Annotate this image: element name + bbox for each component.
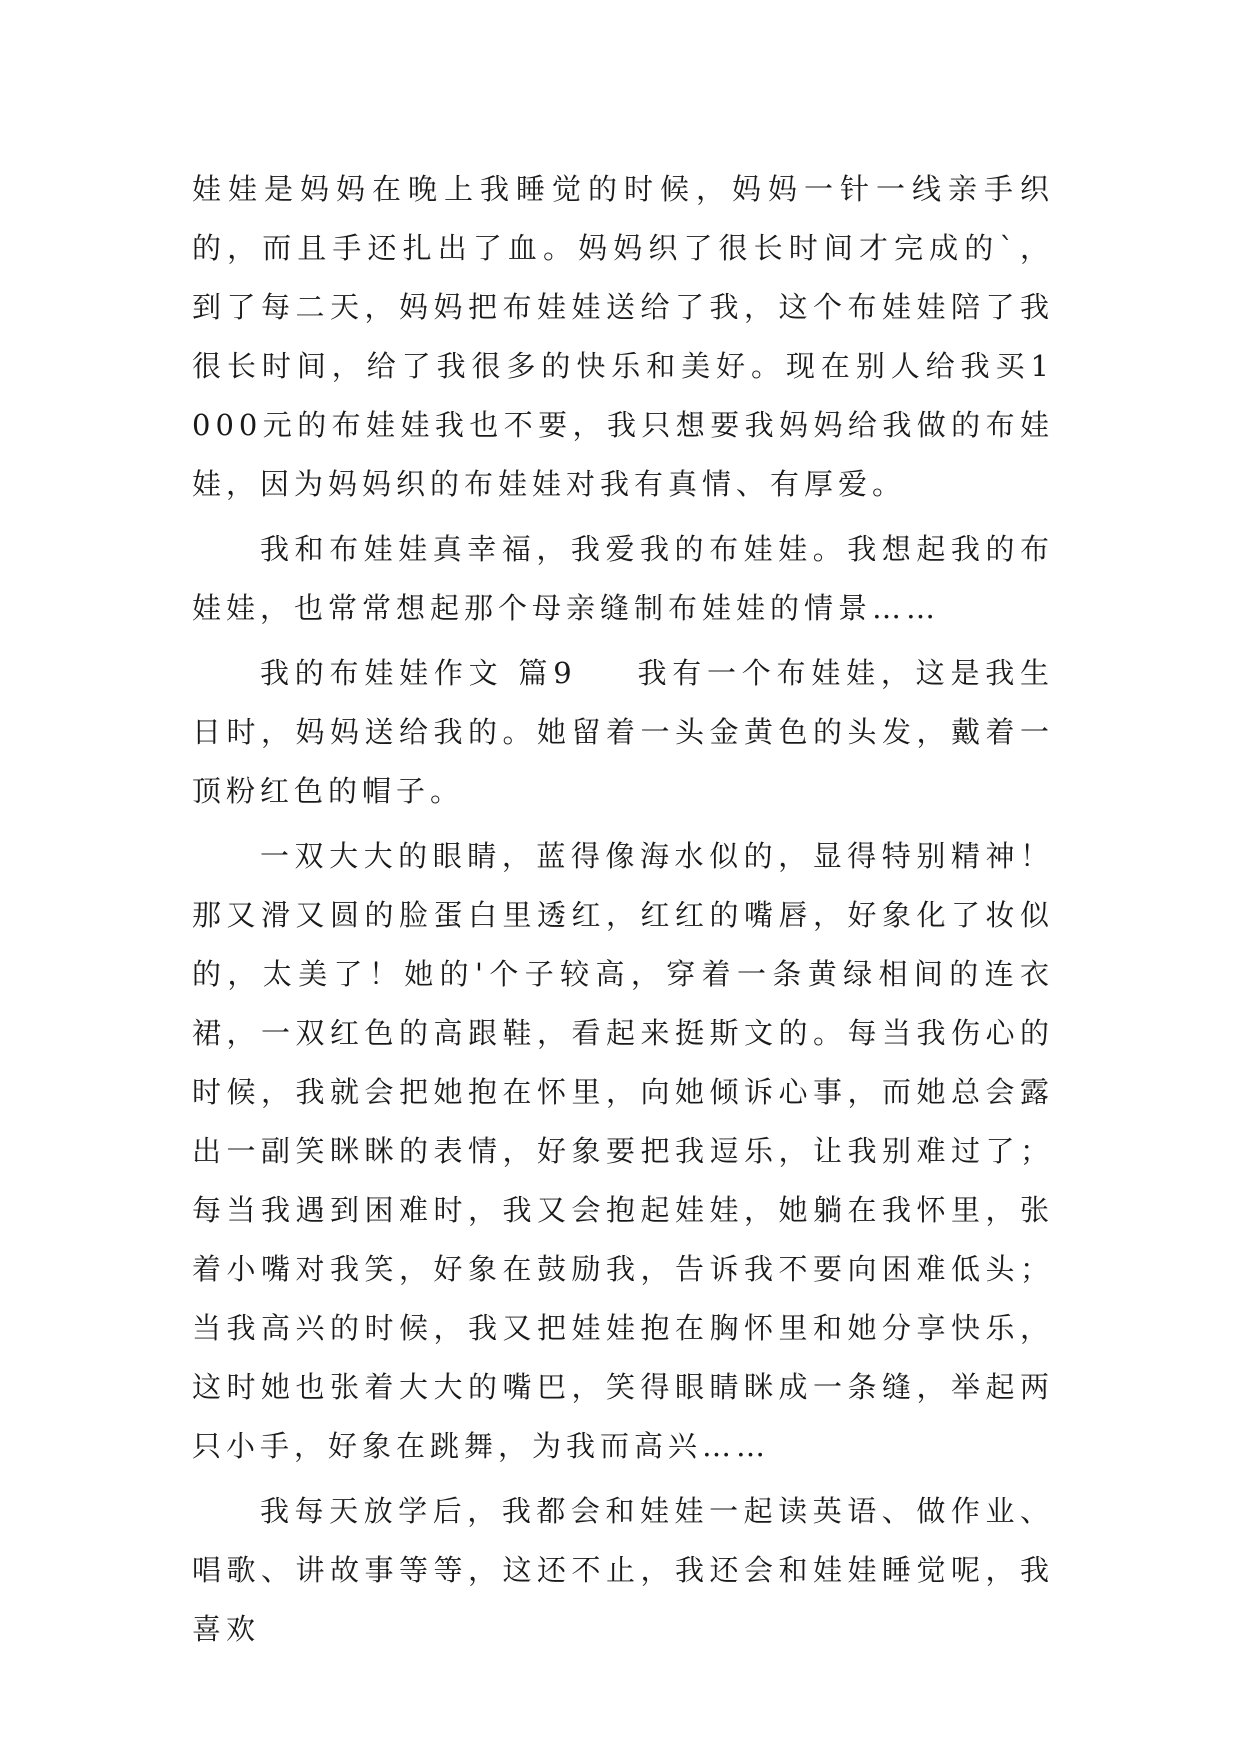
paragraph-4: 一双大大的眼睛，蓝得像海水似的，显得特别精神！那又滑又圆的脸蛋白里透红，红红的嘴唇，好象化了妆似的，太美了！她的'个子较高，穿着一条黄绿相间的连衣裙，一双红色的高跟鞋，看起来挺斯文的。每当我伤心的时候，我就会把她抱在怀里，向她倾诉心事，而她总会露出一副笑眯眯的表情，好象要把我逗乐，让我别难过了；每当我遇到困难时，我又会抱起娃娃，她躺在我怀里，张着小嘴对我笑，好象在鼓励我，告诉我不要向困难低头；当我高兴的时候，我又把娃娃抱在胸怀里和她分享快乐，这时她也张着大大的嘴巴，笑得眼睛眯成一条缝，举起两只小手，好象在跳舞，为我而高兴……: [192, 839, 1054, 1463]
document-body: [192, 160, 1054, 1659]
section-heading: 我的布娃娃作文 篇9: [260, 656, 577, 690]
paragraph-3-text: 我有一个布娃娃，这是我生日时，妈妈送给我的。她留着一头金黄色的头发，戴着一顶粉红色的帽子。: [192, 656, 1054, 808]
paragraph-3: [192, 644, 1054, 821]
paragraph-2: 我和布娃娃真幸福，我爱我的布娃娃。我想起我的布娃娃，也常常想起那个母亲缝制布娃娃的情景……: [192, 532, 1054, 625]
paragraph-5: 我每天放学后，我都会和娃娃一起读英语、做作业、唱歌、讲故事等等，这还不止，我还会和娃娃睡觉呢，我喜欢: [192, 1494, 1054, 1646]
paragraph-1: 娃娃是妈妈在晚上我睡觉的时候，妈妈一针一线亲手织的，而且手还扎出了血。妈妈织了很长时间才完成的`，到了每二天，妈妈把布娃娃送给了我，这个布娃娃陪了我很长时间，给了我很多的快乐和美好。现在别人给我买1000元的布娃娃我也不要，我只想要我妈妈给我做的布娃娃，因为妈妈织的布娃娃对我有真情、有厚爱。: [192, 172, 1054, 501]
